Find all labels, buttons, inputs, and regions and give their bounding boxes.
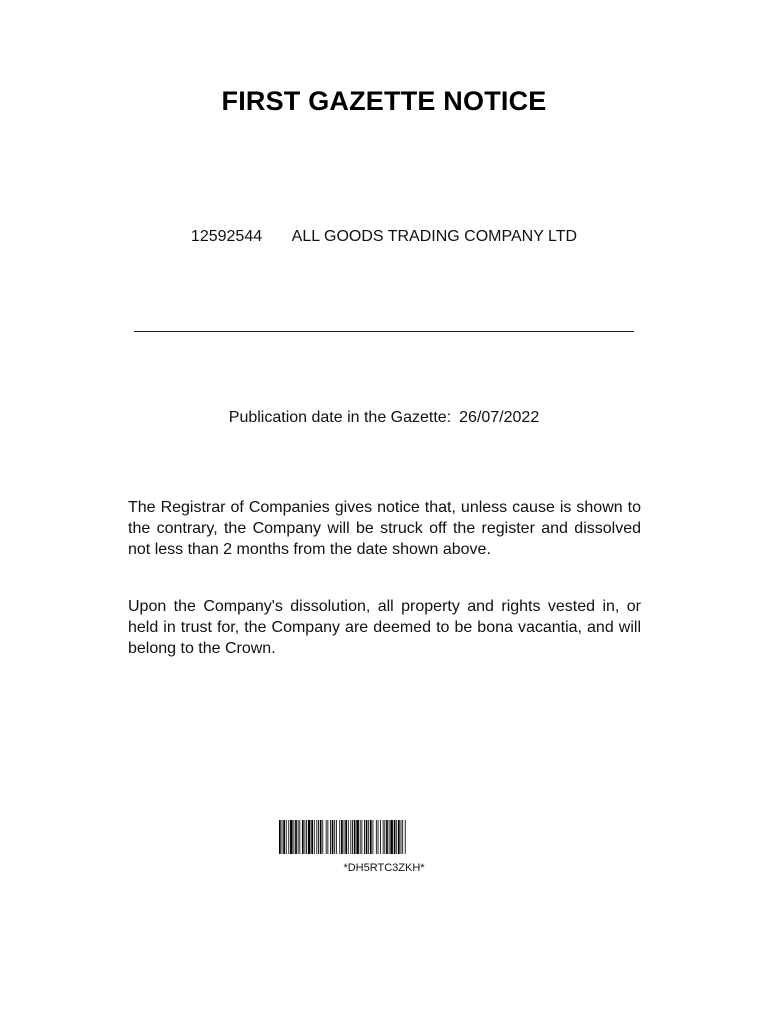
barcode-bar	[318, 820, 319, 854]
barcode-bar	[402, 820, 403, 854]
barcode-bar	[282, 820, 283, 854]
barcode-bar	[356, 820, 359, 854]
barcode-bar	[350, 820, 351, 854]
barcode-bar	[290, 820, 293, 854]
barcode	[279, 820, 490, 854]
barcode-bar	[288, 820, 289, 854]
barcode-bar	[354, 820, 356, 854]
barcode-text: *DH5RTC3ZKH*	[343, 862, 425, 874]
divider	[134, 331, 634, 332]
barcode-bar	[370, 820, 372, 854]
barcode-bar	[341, 820, 343, 854]
barcode-bar	[339, 820, 340, 854]
publication-label: Publication date in the Gazette:	[228, 409, 452, 426]
barcode-bar	[306, 820, 307, 854]
barcode-bar	[398, 820, 400, 854]
barcode-bar	[368, 820, 369, 854]
barcode-bar	[311, 820, 313, 854]
barcode-bar	[383, 820, 384, 854]
barcode-bar	[366, 820, 368, 854]
barcode-bar	[376, 820, 377, 854]
publication-line	[0, 409, 768, 427]
dissolution-paragraph: Upon the Company's dissolution, all property and rights vested in, or held in trust for, the Company are deemed to be bona vacantia, and will belong to the Crown.	[128, 598, 641, 657]
barcode-bar	[302, 820, 304, 854]
barcode-bar	[344, 820, 345, 854]
barcode-bar	[295, 820, 297, 854]
barcode-bar	[326, 820, 327, 854]
barcode-bar	[298, 820, 299, 854]
barcode-bar	[373, 820, 374, 854]
barcode-bar	[386, 820, 388, 854]
barcode-bar	[348, 820, 349, 854]
barcode-bar	[389, 820, 390, 854]
company-name: ALL GOODS TRADING COMPANY LTD	[291, 228, 578, 245]
barcode-bar	[405, 820, 406, 854]
barcode-bar	[305, 820, 306, 854]
barcode-bar	[332, 820, 334, 854]
barcode-bar	[299, 820, 300, 854]
barcode-bar	[286, 820, 287, 854]
page-title: FIRST GAZETTE NOTICE	[221, 86, 547, 116]
barcode-bar	[283, 820, 285, 854]
company-number: 12592544	[190, 228, 263, 245]
barcode-bar	[394, 820, 396, 854]
barcode-bar	[361, 820, 362, 854]
barcode-bar	[360, 820, 361, 854]
barcode-bar	[364, 820, 365, 854]
barcode-bar	[334, 820, 335, 854]
company-line	[0, 228, 768, 246]
barcode-bar	[308, 820, 311, 854]
barcode-bar	[316, 820, 317, 854]
notice-paragraph: The Registrar of Companies gives notice that, unless cause is shown to the contrary, the Company will be struck off the register and dissolved not less than 2 months from the date shown above.	[128, 499, 641, 558]
barcode-bar	[330, 820, 331, 854]
barcode-bar	[384, 820, 385, 854]
barcode-bar	[320, 820, 322, 854]
barcode-bar	[390, 820, 393, 854]
barcode-bar	[352, 820, 353, 854]
barcode-bar	[345, 820, 347, 854]
barcode-bar	[279, 820, 281, 854]
barcode-bar	[396, 820, 397, 854]
barcode-bar	[401, 820, 402, 854]
barcode-bar	[380, 820, 381, 854]
publication-date: 26/07/2022	[459, 409, 540, 426]
barcode-bar	[322, 820, 323, 854]
barcode-bar	[314, 820, 315, 854]
barcode-bar	[336, 820, 337, 854]
barcode-bar	[378, 820, 379, 854]
barcode-bar	[293, 820, 294, 854]
barcode-bar	[327, 820, 328, 854]
